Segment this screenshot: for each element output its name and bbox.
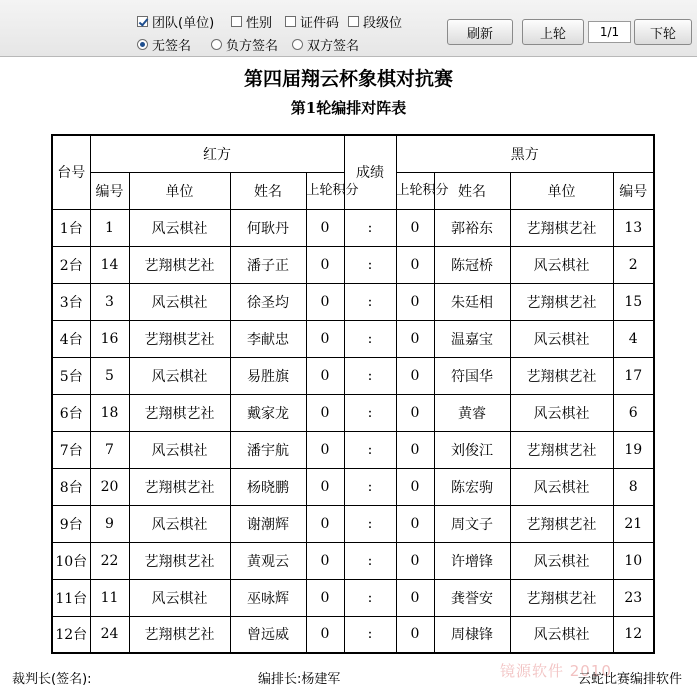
- black-name-cell: 郭裕东: [434, 209, 510, 246]
- table-row: [52, 579, 654, 616]
- table-row: [52, 542, 654, 579]
- red-name-cell: 谢潮辉: [230, 505, 306, 542]
- black-name-cell: 陈冠桥: [434, 246, 510, 283]
- result-cell: :: [344, 283, 396, 320]
- result-header: 成绩: [344, 135, 396, 209]
- red-score-cell: 0: [306, 505, 344, 542]
- red-score-cell: 0: [306, 431, 344, 468]
- red-unit-cell: 风云棋社: [129, 579, 230, 616]
- result-cell: :: [344, 468, 396, 505]
- black-number-cell: 6: [613, 394, 654, 431]
- document-title: 第四届翔云杯象棋对抗赛: [243, 68, 453, 90]
- board-cell: 3台: [52, 283, 90, 320]
- black-unit-cell: 艺翔棋艺社: [510, 579, 613, 616]
- red-name-cell: 徐圣均: [230, 283, 306, 320]
- red-unit-cell: 风云棋社: [129, 357, 230, 394]
- board-cell: 12台: [52, 616, 90, 653]
- red-name-cell: 巫咏辉: [230, 579, 306, 616]
- table-row: [52, 394, 654, 431]
- document-subtitle: 第1轮编排对阵表: [290, 99, 407, 117]
- black-score-cell: 0: [396, 431, 434, 468]
- page-indicator: 1/1: [588, 21, 631, 43]
- gender-checkbox[interactable]: [231, 12, 272, 31]
- red-unit-cell: 艺翔棋艺社: [129, 246, 230, 283]
- chief-referee-signature: 裁判长(签名):: [12, 672, 92, 687]
- board-cell: 4台: [52, 320, 90, 357]
- red-unit-cell: 艺翔棋艺社: [129, 394, 230, 431]
- red-number-cell: 20: [90, 468, 129, 505]
- id-number-checkbox[interactable]: [285, 12, 339, 31]
- result-cell: :: [344, 505, 396, 542]
- red-prev-score-header: 上轮积分: [306, 172, 344, 209]
- result-cell: :: [344, 431, 396, 468]
- red-number-cell: 9: [90, 505, 129, 542]
- radio-selected-icon: [137, 39, 148, 50]
- radio-label: 无签名: [152, 39, 192, 54]
- checkbox-label: 团队(单位): [152, 16, 215, 31]
- red-unit-header: 单位: [129, 172, 230, 209]
- refresh-button[interactable]: 刷新: [447, 19, 513, 45]
- table-row: [52, 320, 654, 357]
- red-name-cell: 杨晓鹏: [230, 468, 306, 505]
- table-row: [52, 505, 654, 542]
- black-score-cell: 0: [396, 394, 434, 431]
- radio-unselected-icon: [292, 39, 303, 50]
- black-number-cell: 4: [613, 320, 654, 357]
- software-name: 云蛇比赛编排软件: [578, 672, 683, 687]
- board-cell: 10台: [52, 542, 90, 579]
- result-cell: :: [344, 209, 396, 246]
- next-round-button[interactable]: 下轮: [634, 19, 692, 45]
- black-unit-cell: 艺翔棋艺社: [510, 283, 613, 320]
- toolbar: [0, 0, 697, 57]
- pairing-table: [51, 134, 655, 654]
- black-number-cell: 13: [613, 209, 654, 246]
- watermark: 镜源软件 2010: [500, 662, 612, 680]
- black-score-cell: 0: [396, 505, 434, 542]
- black-name-cell: 许增锋: [434, 542, 510, 579]
- board-cell: 11台: [52, 579, 90, 616]
- black-number-cell: 12: [613, 616, 654, 653]
- board-cell: 1台: [52, 209, 90, 246]
- red-score-cell: 0: [306, 542, 344, 579]
- black-side-header: 黑方: [396, 135, 654, 172]
- black-unit-cell: 艺翔棋艺社: [510, 209, 613, 246]
- result-cell: :: [344, 246, 396, 283]
- black-number-cell: 8: [613, 468, 654, 505]
- red-score-cell: 0: [306, 468, 344, 505]
- red-number-cell: 7: [90, 431, 129, 468]
- black-number-cell: 21: [613, 505, 654, 542]
- black-score-cell: 0: [396, 246, 434, 283]
- red-name-cell: 黄观云: [230, 542, 306, 579]
- red-score-cell: 0: [306, 209, 344, 246]
- red-number-header: 编号: [90, 172, 129, 209]
- black-name-header: 姓名: [434, 172, 510, 209]
- red-unit-cell: 艺翔棋艺社: [129, 320, 230, 357]
- red-score-cell: 0: [306, 579, 344, 616]
- red-name-cell: 曾远威: [230, 616, 306, 653]
- black-name-cell: 刘俊江: [434, 431, 510, 468]
- previous-round-button[interactable]: 上轮: [522, 19, 584, 45]
- scheduler-name: 编排长:杨建军: [258, 672, 341, 687]
- black-score-cell: 0: [396, 209, 434, 246]
- radio-label: 双方签名: [307, 39, 360, 54]
- board-cell: 7台: [52, 431, 90, 468]
- team-unit-checkbox[interactable]: [137, 12, 214, 31]
- black-name-cell: 温嘉宝: [434, 320, 510, 357]
- black-prev-score-header: 上轮积分: [396, 172, 434, 209]
- checkbox-label: 性别: [246, 16, 273, 31]
- board-cell: 5台: [52, 357, 90, 394]
- black-unit-cell: 风云棋社: [510, 616, 613, 653]
- checkbox-unchecked-icon: [231, 16, 242, 27]
- result-cell: :: [344, 542, 396, 579]
- red-unit-cell: 艺翔棋艺社: [129, 468, 230, 505]
- table-row: [52, 209, 654, 246]
- both-signature-radio[interactable]: [292, 35, 359, 54]
- black-number-cell: 17: [613, 357, 654, 394]
- red-unit-cell: 艺翔棋艺社: [129, 542, 230, 579]
- red-name-cell: 李献忠: [230, 320, 306, 357]
- black-unit-cell: 艺翔棋艺社: [510, 505, 613, 542]
- board-cell: 9台: [52, 505, 90, 542]
- black-unit-cell: 风云棋社: [510, 246, 613, 283]
- black-score-cell: 0: [396, 283, 434, 320]
- checkbox-unchecked-icon: [348, 16, 359, 27]
- board-cell: 8台: [52, 468, 90, 505]
- red-number-cell: 18: [90, 394, 129, 431]
- table-row: [52, 616, 654, 653]
- red-name-cell: 潘子正: [230, 246, 306, 283]
- table-row: [52, 246, 654, 283]
- red-number-cell: 24: [90, 616, 129, 653]
- red-name-cell: 何耿丹: [230, 209, 306, 246]
- result-cell: :: [344, 579, 396, 616]
- red-unit-cell: 风云棋社: [129, 283, 230, 320]
- red-unit-cell: 艺翔棋艺社: [129, 616, 230, 653]
- red-name-cell: 潘宇航: [230, 431, 306, 468]
- checkbox-unchecked-icon: [285, 16, 296, 27]
- red-number-cell: 22: [90, 542, 129, 579]
- black-number-cell: 2: [613, 246, 654, 283]
- red-number-cell: 16: [90, 320, 129, 357]
- board-cell: 6台: [52, 394, 90, 431]
- black-unit-cell: 风云棋社: [510, 320, 613, 357]
- red-name-cell: 易胜旗: [230, 357, 306, 394]
- loser-signature-radio[interactable]: [211, 35, 278, 54]
- red-number-cell: 5: [90, 357, 129, 394]
- red-name-header: 姓名: [230, 172, 306, 209]
- red-number-cell: 1: [90, 209, 129, 246]
- black-number-cell: 15: [613, 283, 654, 320]
- black-unit-cell: 艺翔棋艺社: [510, 357, 613, 394]
- black-name-cell: 符国华: [434, 357, 510, 394]
- red-unit-cell: 风云棋社: [129, 505, 230, 542]
- board-cell: 2台: [52, 246, 90, 283]
- red-score-cell: 0: [306, 394, 344, 431]
- table-row: [52, 431, 654, 468]
- result-cell: :: [344, 394, 396, 431]
- black-name-cell: 龚誉安: [434, 579, 510, 616]
- black-unit-cell: 风云棋社: [510, 394, 613, 431]
- red-side-header: 红方: [90, 135, 344, 172]
- result-cell: :: [344, 357, 396, 394]
- black-score-cell: 0: [396, 579, 434, 616]
- result-cell: :: [344, 616, 396, 653]
- red-unit-cell: 风云棋社: [129, 431, 230, 468]
- red-score-cell: 0: [306, 357, 344, 394]
- red-number-cell: 3: [90, 283, 129, 320]
- black-score-cell: 0: [396, 468, 434, 505]
- black-score-cell: 0: [396, 357, 434, 394]
- black-number-cell: 10: [613, 542, 654, 579]
- black-score-cell: 0: [396, 320, 434, 357]
- red-number-cell: 11: [90, 579, 129, 616]
- red-score-cell: 0: [306, 320, 344, 357]
- black-name-cell: 周棣锋: [434, 616, 510, 653]
- black-unit-cell: 艺翔棋艺社: [510, 431, 613, 468]
- board-header: 台号: [52, 135, 90, 209]
- result-cell: :: [344, 320, 396, 357]
- black-score-cell: 0: [396, 616, 434, 653]
- black-unit-cell: 风云棋社: [510, 542, 613, 579]
- radio-unselected-icon: [211, 39, 222, 50]
- black-number-header: 编号: [613, 172, 654, 209]
- black-name-cell: 朱廷相: [434, 283, 510, 320]
- red-score-cell: 0: [306, 616, 344, 653]
- table-row: [52, 468, 654, 505]
- table-row: [52, 283, 654, 320]
- table-row: [52, 357, 654, 394]
- checkbox-checked-icon: [137, 16, 148, 27]
- black-unit-cell: 风云棋社: [510, 468, 613, 505]
- radio-label: 负方签名: [226, 39, 279, 54]
- black-name-cell: 黄睿: [434, 394, 510, 431]
- black-unit-header: 单位: [510, 172, 613, 209]
- black-name-cell: 周文子: [434, 505, 510, 542]
- no-signature-radio[interactable]: [137, 35, 191, 54]
- checkbox-label: 段级位: [363, 16, 403, 31]
- rank-level-checkbox[interactable]: [348, 12, 402, 31]
- red-unit-cell: 风云棋社: [129, 209, 230, 246]
- black-number-cell: 23: [613, 579, 654, 616]
- red-score-cell: 0: [306, 246, 344, 283]
- pairing-table-viewport: [51, 134, 653, 660]
- red-name-cell: 戴家龙: [230, 394, 306, 431]
- black-score-cell: 0: [396, 542, 434, 579]
- black-number-cell: 19: [613, 431, 654, 468]
- red-number-cell: 14: [90, 246, 129, 283]
- checkbox-label: 证件码: [300, 16, 340, 31]
- red-score-cell: 0: [306, 283, 344, 320]
- black-name-cell: 陈宏驹: [434, 468, 510, 505]
